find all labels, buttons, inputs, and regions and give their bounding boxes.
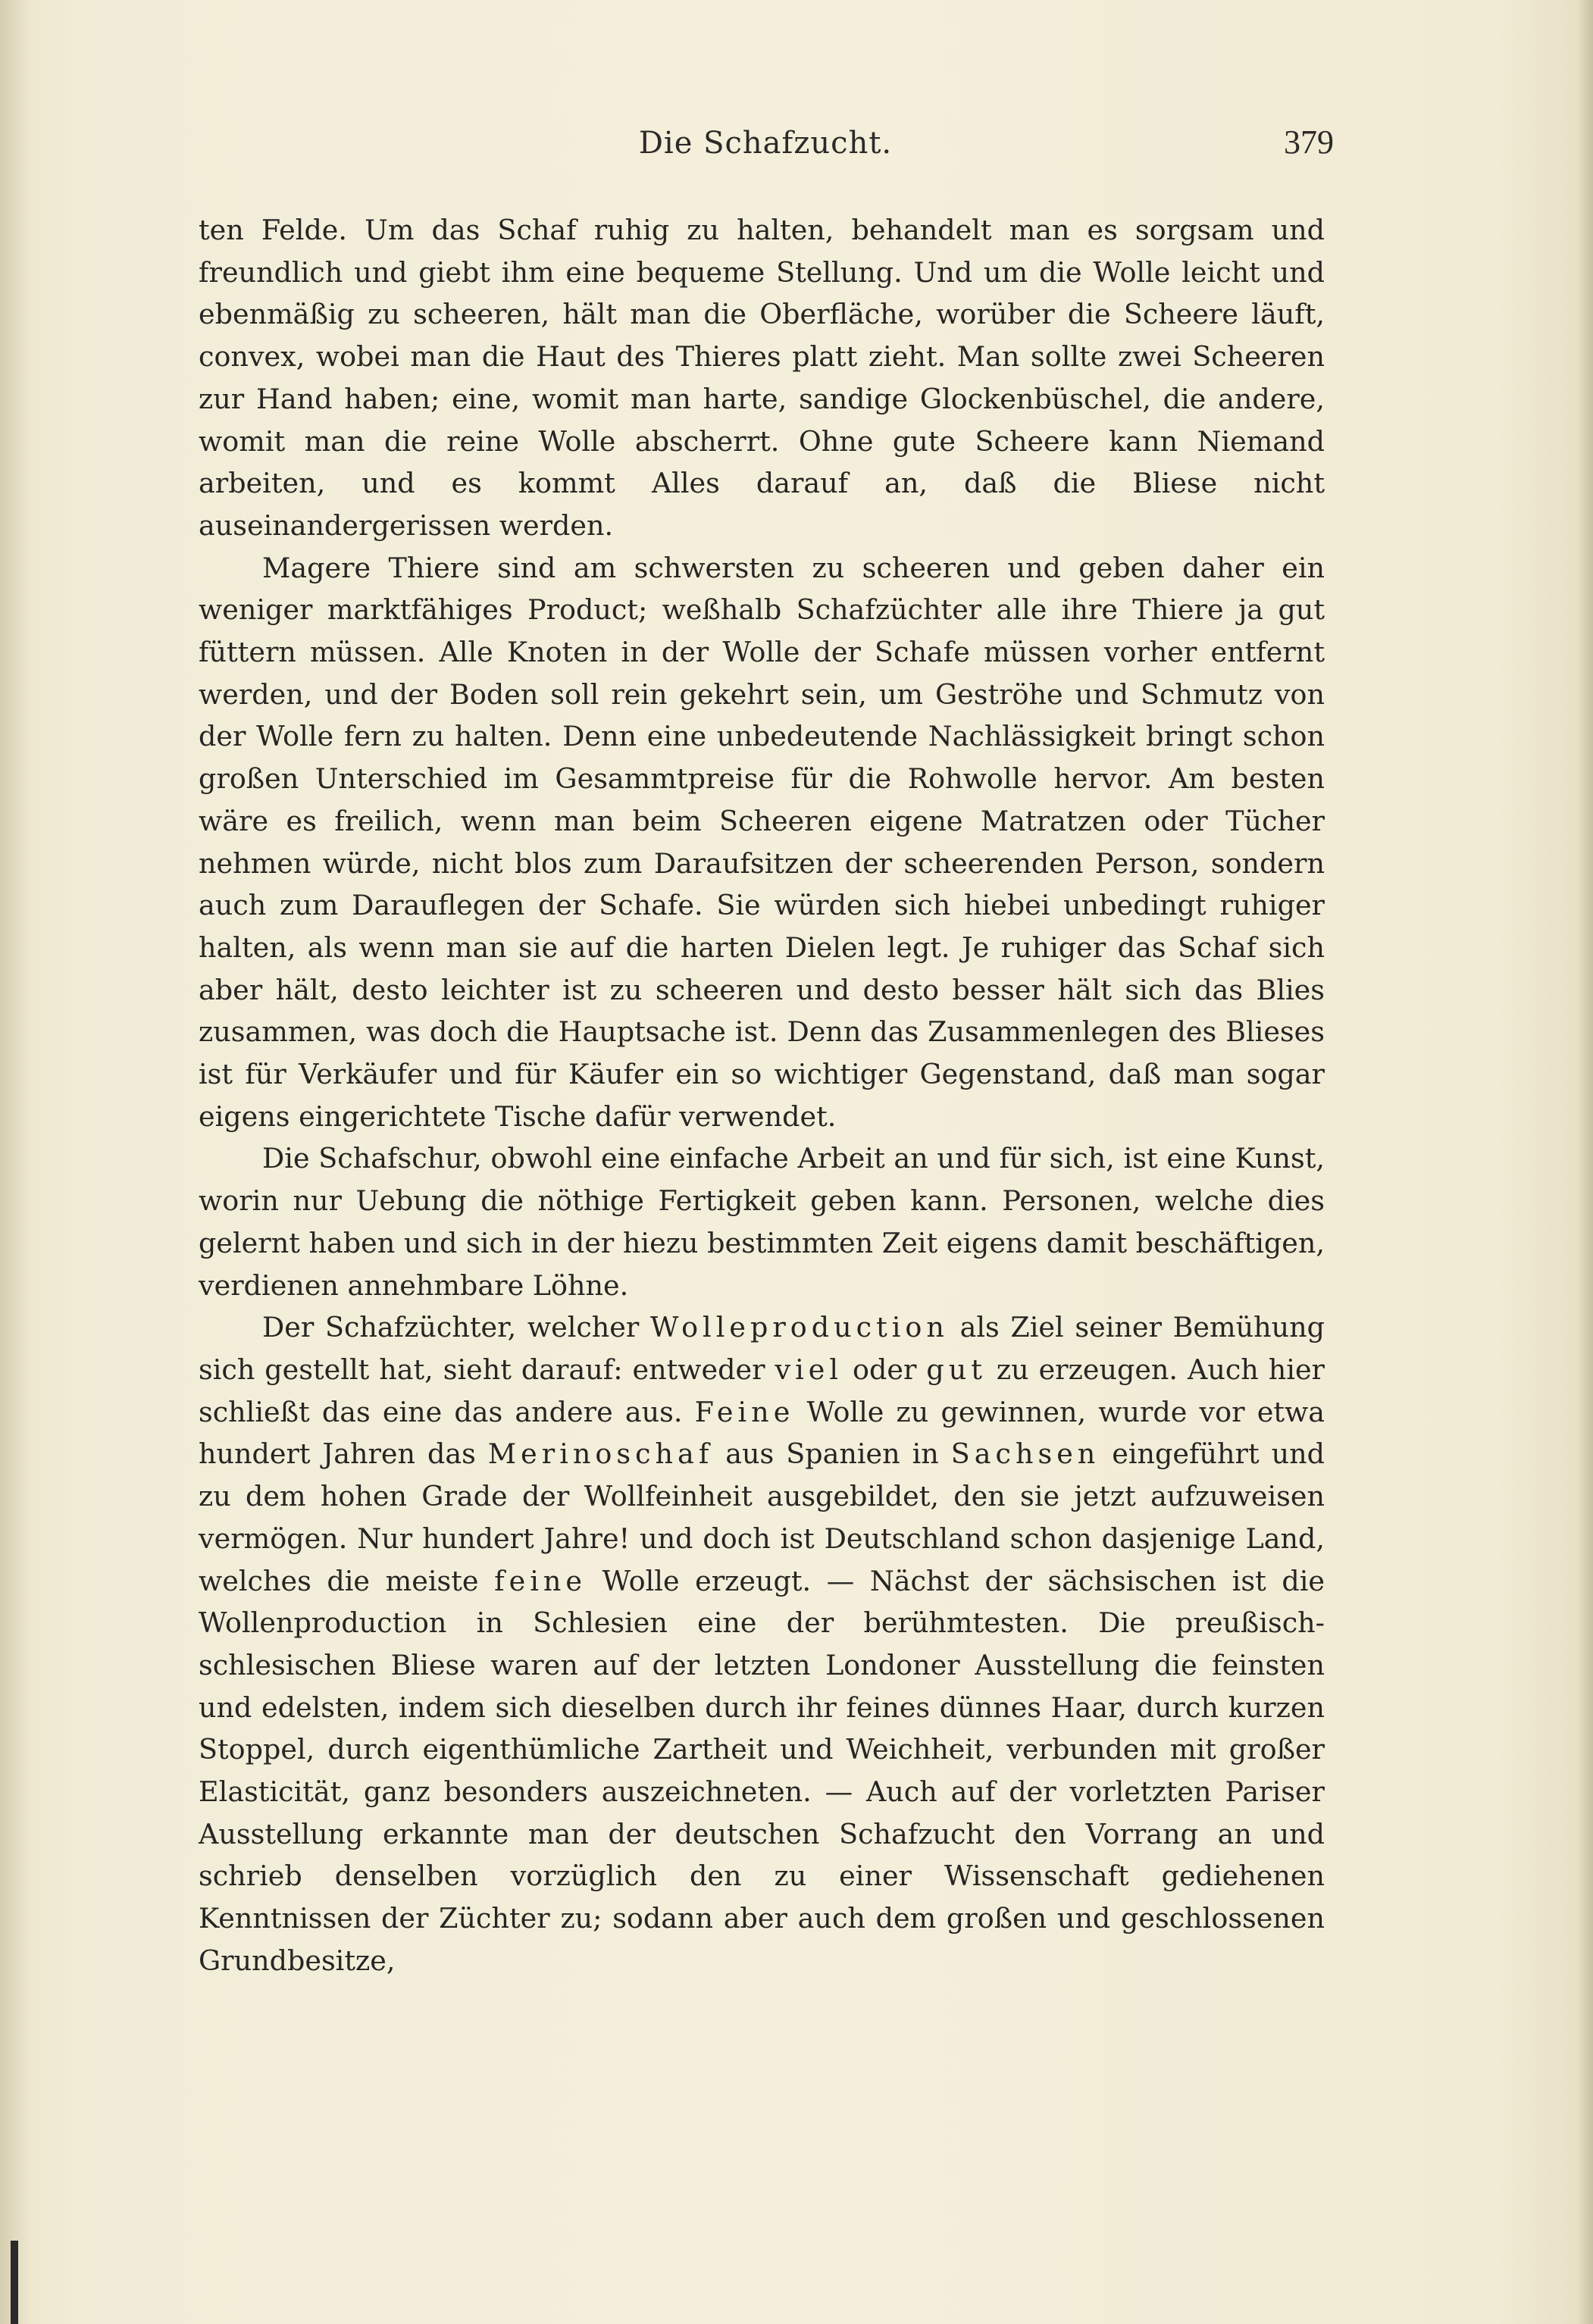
text-run: Wolle erzeugt. — Nächst der sächsischen ist die Wollenproduction in Schlesien eine der berühmtesten. Die preußisch-schlesischen Bliese waren auf der letzten Londoner Ausstellung die feinsten und edelsten, indem sich dieselben durch ihr feines dünnes Haar, durch kurzen Stoppel, durch eigenthümliche Zartheit und Weichheit, verbunden mit großer Elasticität, ganz besonders auszeichneten. — Auch auf der vorletzten Pariser Ausstellung erkannte man der deutschen Schafzucht den Vorrang an und schrieb denselben vorzüglich den zu einer Wissenschaft gediehenen Kenntnissen der Züchter zu; sodann aber auch dem großen und geschlossenen Grundbesitze, bbox=[199, 1564, 1325, 1977]
text-run: als Ziel seiner Bemühung sich gestellt hat, sieht darauf: entweder bbox=[199, 1311, 1325, 1386]
paragraph-4 bbox=[199, 1306, 1325, 1981]
emphasis-spaced: Merinoschaf bbox=[487, 1437, 714, 1471]
running-title: Die Schafzucht. bbox=[638, 126, 893, 161]
text-run: Der Schafzüchter, welcher bbox=[262, 1311, 651, 1344]
body-text bbox=[199, 209, 1325, 1982]
text-run: oder bbox=[843, 1353, 927, 1386]
text-run: Wolle zu gewinnen, wurde vor etwa hundert Jahren das bbox=[199, 1395, 1325, 1471]
emphasis-spaced: feine bbox=[494, 1564, 587, 1597]
scan-edge-mark bbox=[11, 2241, 18, 2324]
page-number: 379 bbox=[1284, 124, 1334, 161]
emphasis-spaced: Sachsen bbox=[950, 1437, 1100, 1471]
text-run: zu erzeugen. Auch hier schließt das eine das andere aus. bbox=[199, 1353, 1325, 1428]
emphasis-spaced: Wolleproduction bbox=[650, 1311, 949, 1344]
paragraph-2: Magere Thiere sind am schwersten zu scheeren und geben daher ein weniger marktfähiges Product; weßhalb Schafzüchter alle ihre Thiere ja gut füttern müssen. Alle Knoten in der Wolle der Schafe müssen vorher entfernt werden, und der Boden soll rein gekehrt sein, um Geströhe und Schmutz von der Wolle fern zu halten. Denn eine unbedeutende Nachlässigkeit bringt schon großen Unterschied im Gesammtpreise für die Rohwolle hervor. Am besten wäre es freilich, wenn man beim Scheeren eigene Matratzen oder Tücher nehmen würde, nicht blos zum Daraufsitzen der scheerenden Person, sondern auch zum Darauflegen der Schafe. Sie würden sich hiebei unbedingt ruhiger halten, als wenn man sie auf die harten Dielen legt. Je ruhiger das Schaf sich aber hält, desto leichter ist zu scheeren und desto besser hält sich das Blies zusammen, was doch die Hauptsache ist. Denn das Zusammenlegen des Blieses ist für Verkäufer und für Käufer ein so wichtiger Gegenstand, daß man sogar eigens eingerichtete Tische dafür verwendet. bbox=[199, 551, 1325, 1133]
emphasis-spaced: Feine bbox=[694, 1395, 795, 1428]
text-run: aus Spanien in bbox=[713, 1437, 951, 1471]
text-run: eingeführt und zu dem hohen Grade der Wollfeinheit ausgebildet, den sie jetzt aufzuweisen vermögen. Nur hundert Jahre! und doch ist Deutschland schon dasjenige Land, welches die meiste bbox=[199, 1437, 1325, 1597]
running-header bbox=[197, 120, 1334, 173]
binding-gutter bbox=[0, 0, 30, 2324]
paragraph-1: ten Felde. Um das Schaf ruhig zu halten, behandelt man es sorgsam und freundlich und giebt ihm eine bequeme Stellung. Und um die Wolle leicht und ebenmäßig zu scheeren, hält man die Oberfläche, worüber die Scheere läuft, convex, wobei man die Haut des Thieres platt zieht. Man sollte zwei Scheeren zur Hand haben; eine, womit man harte, sandige Glockenbüschel, die andere, womit man die reine Wolle abscherrt. Ohne gute Scheere kann Niemand arbeiten, und es kommt Alles darauf an, daß die Bliese nicht auseinandergerissen werden. bbox=[199, 214, 1325, 542]
emphasis-spaced: viel bbox=[775, 1353, 843, 1386]
page-edge bbox=[1576, 0, 1593, 2324]
emphasis-spaced: gut bbox=[926, 1353, 987, 1386]
paragraph-3: Die Schafschur, obwohl eine einfache Arbeit an und für sich, ist eine Kunst, worin nur Uebung die nöthige Fertigkeit geben kann. Personen, welche dies gelernt haben und sich in der hiezu bestimmten Zeit eigens damit beschäftigen, verdienen annehmbare Löhne. bbox=[199, 1142, 1325, 1302]
